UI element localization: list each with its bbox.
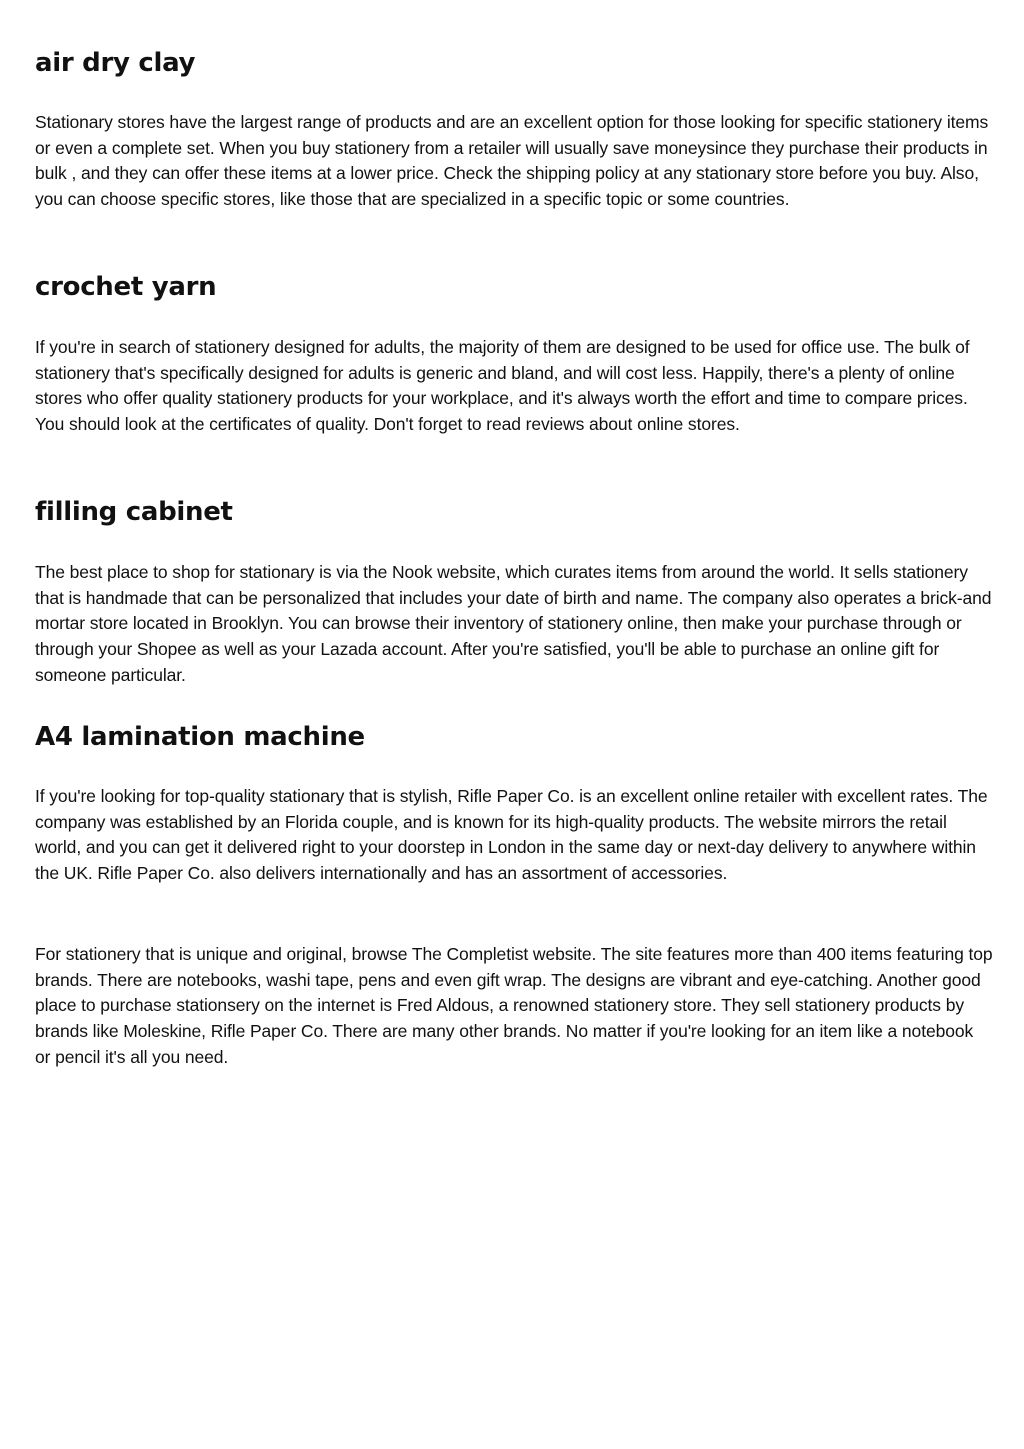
section-heading-air-dry-clay: air dry clay [35,48,196,78]
section-paragraph: For stationery that is unique and original, browse The Completist website. The site features more than 400 items featuring top brands. There are notebooks, washi tape, pens and even gift wrap. The designs are vibrant and eye-catching. Another good place to purchase stationsery on the internet is Fred Aldous, a renowned stationery store. They sell stationery products by brands like Moleskine, Rifle Paper Co. There are many other brands. No matter if you're looking for an item like a notebook or pencil it's all you need. [35,944,993,1067]
section-paragraph: The best place to shop for stationary is via the Nook website, which curates items from around the world. It sells stationery that is handmade that can be personalized that includes your date of birth and name. The company also operates a brick-and mortar store located in Brooklyn. You can browse their inventory of stationery online, then make your purchase through or through your Shopee as well as your Lazada account. After you're satisfied, you'll be able to purchase an online gift for someone particular. [35,562,992,685]
section-heading-a4-lamination-machine: A4 lamination machine [35,722,365,752]
section-paragraph: Stationary stores have the largest range of products and are an excellent option for those looking for specific stationery items or even a complete set. When you buy stationery from a retailer will usually save moneysince they purchase their products in bulk , and they can offer these items at a lower price. Check the shipping policy at any stationary store before you buy. Also, you can choose specific stores, like those that are specialized in a specific topic or some countries. [35,112,989,210]
section-heading-filling-cabinet: filling cabinet [35,497,233,527]
section-paragraph: If you're in search of stationery designed for adults, the majority of them are designed to be used for office use. The bulk of stationery that's specifically designed for adults is generic and bland, and will cost less. Happily, there's a plenty of online stores who offer quality stationery products for your workplace, and it's always worth the effort and time to compare prices. You should look at the certificates of quality. Don't forget to read reviews about online stores. [35,337,970,435]
section-paragraph: If you're looking for top-quality stationary that is stylish, Rifle Paper Co. is an excellent online retailer with excellent rates. The company was established by an Florida couple, and is known for its high-quality products. The website mirrors the retail world, and you can get it delivered right to your doorstep in London in the same day or next-day delivery to anywhere within the UK. Rifle Paper Co. also delivers internationally and has an assortment of accessories. [35,786,988,884]
section-heading-crochet-yarn: crochet yarn [35,272,217,302]
